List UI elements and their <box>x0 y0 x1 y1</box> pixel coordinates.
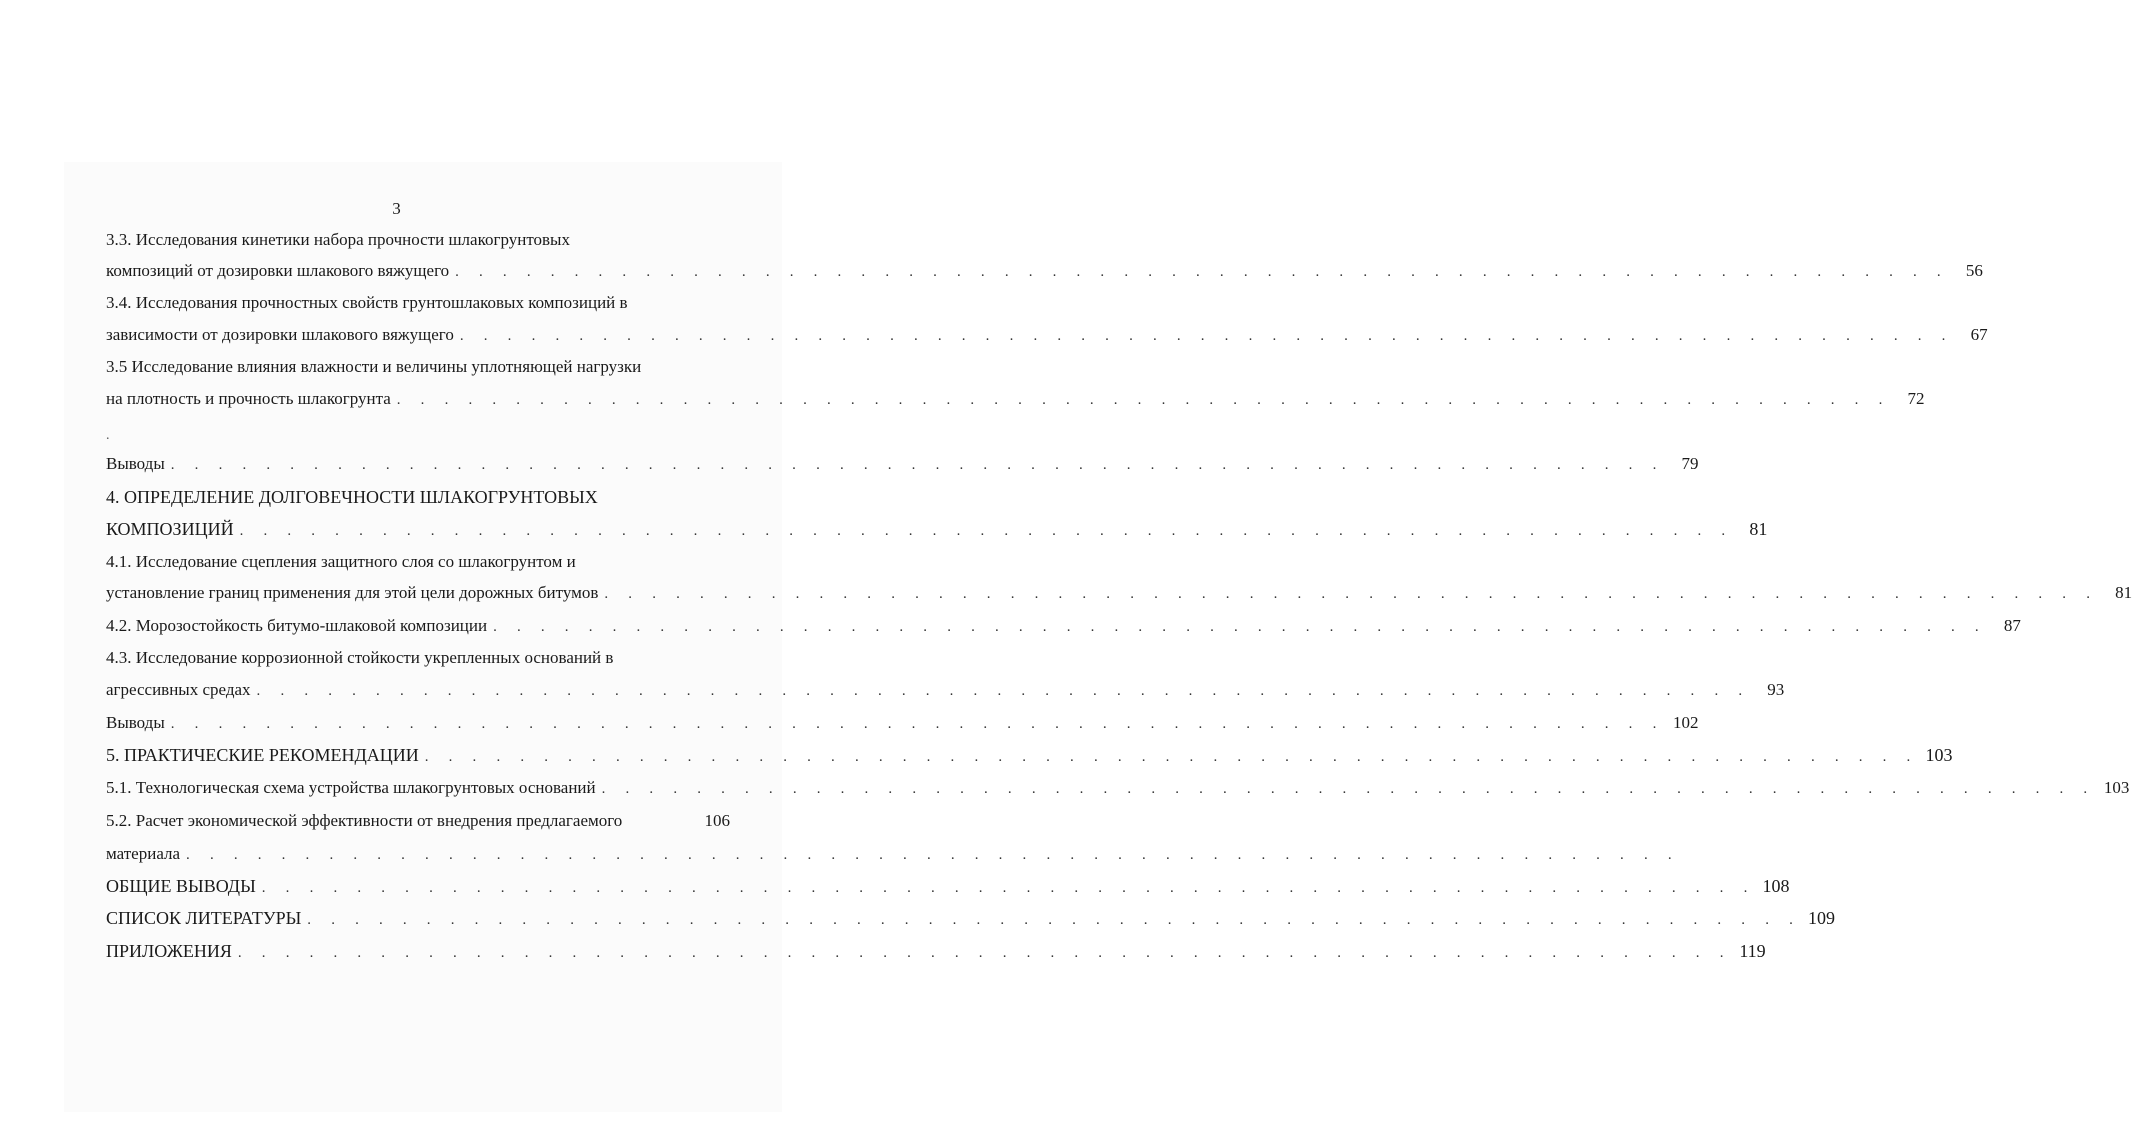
leader-dots: . . . . . . . . . . . . . . . . . . . . . . . . . . . . . . . . . . . . . . . . . . . . . . . . . . . . . . . . . . . . . . . <box>493 619 1987 635</box>
toc-entry-5-2-line1: 5.2. Расчет экономической эффективности от внедрения предлагаемого 106 <box>106 809 730 833</box>
leader-dots: . . . . . . . . . . . . . . . . . . . . . . . . . . . . . . . . . . . . . . . . . . . . . . . . . . . . . . . . . . . . . . . <box>239 523 1734 539</box>
toc-entry-chapter-5: 5. ПРАКТИЧЕСКИЕ РЕКОМЕНДАЦИИ . . . . . . . . . . . . . . . . . . . . . . . . . . . . . . . . . . . . . . . . . . . . . . . . . . . . . . . . . . . . . . . 103 <box>106 743 730 767</box>
leader-dots: . . . . . . . . . . . . . . . . . . . . . . . . . . . . . . . . . . . . . . . . . . . . . . . . . . . . . . . . . . . . . . . <box>237 945 1732 961</box>
toc-page-number: 93 <box>1767 680 1785 699</box>
leader-dots: . . . . . . . . . . . . . . . . . . . . . . . . . . . . . . . . . . . . . . . . . . . . . . . . . . . . . . . . . . . . . . . <box>459 328 1954 344</box>
toc-entry-appendices: ПРИЛОЖЕНИЯ . . . . . . . . . . . . . . . . . . . . . . . . . . . . . . . . . . . . . . . . . . . . . . . . . . . . . . . . . . . . . . . 119 <box>106 939 730 963</box>
toc-entry-general-conclusions: ОБЩИЕ ВЫВОДЫ . . . . . . . . . . . . . . . . . . . . . . . . . . . . . . . . . . . . . . . . . . . . . . . . . . . . . . . . . . . . . . . 108 <box>106 874 730 898</box>
leader-dots: . . . . . . . . . . . . . . . . . . . . . . . . . . . . . . . . . . . . . . . . . . . . . . . . . . . . . . . . . . . . . . . <box>170 457 1665 473</box>
toc-page-number: 108 <box>1762 876 1790 896</box>
toc-entry-chapter-4-line1: 4. ОПРЕДЕЛЕНИЕ ДОЛГОВЕЧНОСТИ ШЛАКОГРУНТОВЫХ <box>106 487 598 507</box>
leader-dots: . . . . . . . . . . . . . . . . . . . . . . . . . . . . . . . . . . . . . . . . . . . . . . . . . . . . . . . . . . . . . . . <box>186 847 1680 863</box>
toc-page-number: 56 <box>1965 261 1983 280</box>
leader-dots: . . . . . . . . . . . . . . . . . . . . . . . . . . . . . . . . . . . . . . . . . . . . . . . . . . . . . . . . . . . . . . . <box>256 683 1751 699</box>
toc-page-number: 103 <box>2103 778 2130 797</box>
toc-entry-3-3-line1: 3.3. Исследования кинетики набора прочности шлакогрунтовых <box>106 230 570 249</box>
toc-entry-3-5-line2: на плотность и прочность шлакогрунта . . . . . . . . . . . . . . . . . . . . . . . . . . . . . . . . . . . . . . . . . . . . . . . . . . . . . . . . . . . . . . . 72 <box>106 387 730 411</box>
toc-entry-4-3-line1: 4.3. Исследование коррозионной стойкости укрепленных оснований в <box>106 648 614 667</box>
toc-entry-3-5-line1: 3.5 Исследование влияния влажности и величины уплотняющей нагрузки <box>106 357 642 376</box>
toc-entry-conclusions-3: Выводы . . . . . . . . . . . . . . . . . . . . . . . . . . . . . . . . . . . . . . . . . . . . . . . . . . . . . . . . . . . . . . . 79 <box>106 452 730 476</box>
toc-page-number: 119 <box>1739 941 1766 961</box>
toc-page-number: 103 <box>1925 745 1953 765</box>
toc-page-number: 109 <box>1808 908 1836 928</box>
toc-page-number: 72 <box>1907 389 1925 408</box>
toc-entry-references: СПИСОК ЛИТЕРАТУРЫ . . . . . . . . . . . . . . . . . . . . . . . . . . . . . . . . . . . . . . . . . . . . . . . . . . . . . . . . . . . . . . . 109 <box>106 906 730 930</box>
toc-entry-5-2-line2: материала . . . . . . . . . . . . . . . . . . . . . . . . . . . . . . . . . . . . . . . . . . . . . . . . . . . . . . . . . . . . . . . <box>106 842 730 866</box>
toc-page-number: 67 <box>1970 325 1988 344</box>
toc-page-number: 87 <box>2003 616 2021 635</box>
leader-dots: . . . . . . . . . . . . . . . . . . . . . . . . . . . . . . . . . . . . . . . . . . . . . . . . . . . . . . . . . . . . . . . <box>604 586 2099 602</box>
toc-entry-4-3-line2: агрессивных средах . . . . . . . . . . . . . . . . . . . . . . . . . . . . . . . . . . . . . . . . . . . . . . . . . . . . . . . . . . . . . . . 93 <box>106 678 730 702</box>
toc-entry-4-1-line1: 4.1. Исследование сцепления защитного слоя со шлакогрунтом и <box>106 552 576 571</box>
stray-mark: . <box>106 428 110 443</box>
toc-entry-3-3-line2: композиций от дозировки шлакового вяжущего . . . . . . . . . . . . . . . . . . . . . . . . . . . . . . . . . . . . . . . . . . . . . . . . . . . . . . . . . . . . . . . 56 <box>106 259 730 283</box>
leader-dots: . . . . . . . . . . . . . . . . . . . . . . . . . . . . . . . . . . . . . . . . . . . . . . . . . . . . . . . . . . . . . . . <box>455 264 1949 280</box>
toc-entry-5-1: 5.1. Технологическая схема устройства шлакогрунтовых оснований . . . . . . . . . . . . . . . . . . . . . . . . . . . . . . . . . . . . . . . . . . . . . . . . . . . . . . . . . . . . . . . 103 <box>106 776 730 800</box>
toc-entry-3-4-line2: зависимости от дозировки шлакового вяжущего . . . . . . . . . . . . . . . . . . . . . . . . . . . . . . . . . . . . . . . . . . . . . . . . . . . . . . . . . . . . . . . 67 <box>106 323 730 347</box>
leader-dots: . . . . . . . . . . . . . . . . . . . . . . . . . . . . . . . . . . . . . . . . . . . . . . . . . . . . . . . . . . . . . . . <box>170 716 1665 732</box>
toc-entry-chapter-4-line2: КОМПОЗИЦИЙ . . . . . . . . . . . . . . . . . . . . . . . . . . . . . . . . . . . . . . . . . . . . . . . . . . . . . . . . . . . . . . . 81 <box>106 517 730 541</box>
toc-page-number: 106 <box>704 811 730 830</box>
toc-page-number: 81 <box>2115 583 2132 602</box>
leader-dots: . . . . . . . . . . . . . . . . . . . . . . . . . . . . . . . . . . . . . . . . . . . . . . . . . . . . . . . . . . . . . . . <box>396 392 1891 408</box>
toc-page-number: 79 <box>1681 454 1699 473</box>
page-number: 3 <box>392 199 401 218</box>
toc-page-number: 102 <box>1673 713 1699 732</box>
toc-entry-conclusions-4: Выводы . . . . . . . . . . . . . . . . . . . . . . . . . . . . . . . . . . . . . . . . . . . . . . . . . . . . . . . . . . . . . . . 102 <box>106 711 730 735</box>
toc-entry-4-1-line2: установление границ применения для этой цели дорожных битумов . . . . . . . . . . . . . . . . . . . . . . . . . . . . . . . . . . . . . . . . . . . . . . . . . . . . . . . . . . . . . . . 81 <box>106 581 730 605</box>
toc-page-number: 81 <box>1749 519 1768 539</box>
leader-dots: . . . . . . . . . . . . . . . . . . . . . . . . . . . . . . . . . . . . . . . . . . . . . . . . . . . . . . . . . . . . . . . <box>307 912 1802 928</box>
leader-dots: . . . . . . . . . . . . . . . . . . . . . . . . . . . . . . . . . . . . . . . . . . . . . . . . . . . . . . . . . . . . . . . <box>601 781 2096 797</box>
leader-dots: . . . . . . . . . . . . . . . . . . . . . . . . . . . . . . . . . . . . . . . . . . . . . . . . . . . . . . . . . . . . . . . <box>261 880 1756 896</box>
leader-dots: . . . . . . . . . . . . . . . . . . . . . . . . . . . . . . . . . . . . . . . . . . . . . . . . . . . . . . . . . . . . . . . <box>424 749 1919 765</box>
toc-entry-3-4-line1: 3.4. Исследования прочностных свойств грунтошлаковых композиций в <box>106 293 628 312</box>
toc-entry-4-2: 4.2. Морозостойкость битумо-шлаковой композиции . . . . . . . . . . . . . . . . . . . . . . . . . . . . . . . . . . . . . . . . . . . . . . . . . . . . . . . . . . . . . . . 87 <box>106 614 730 638</box>
